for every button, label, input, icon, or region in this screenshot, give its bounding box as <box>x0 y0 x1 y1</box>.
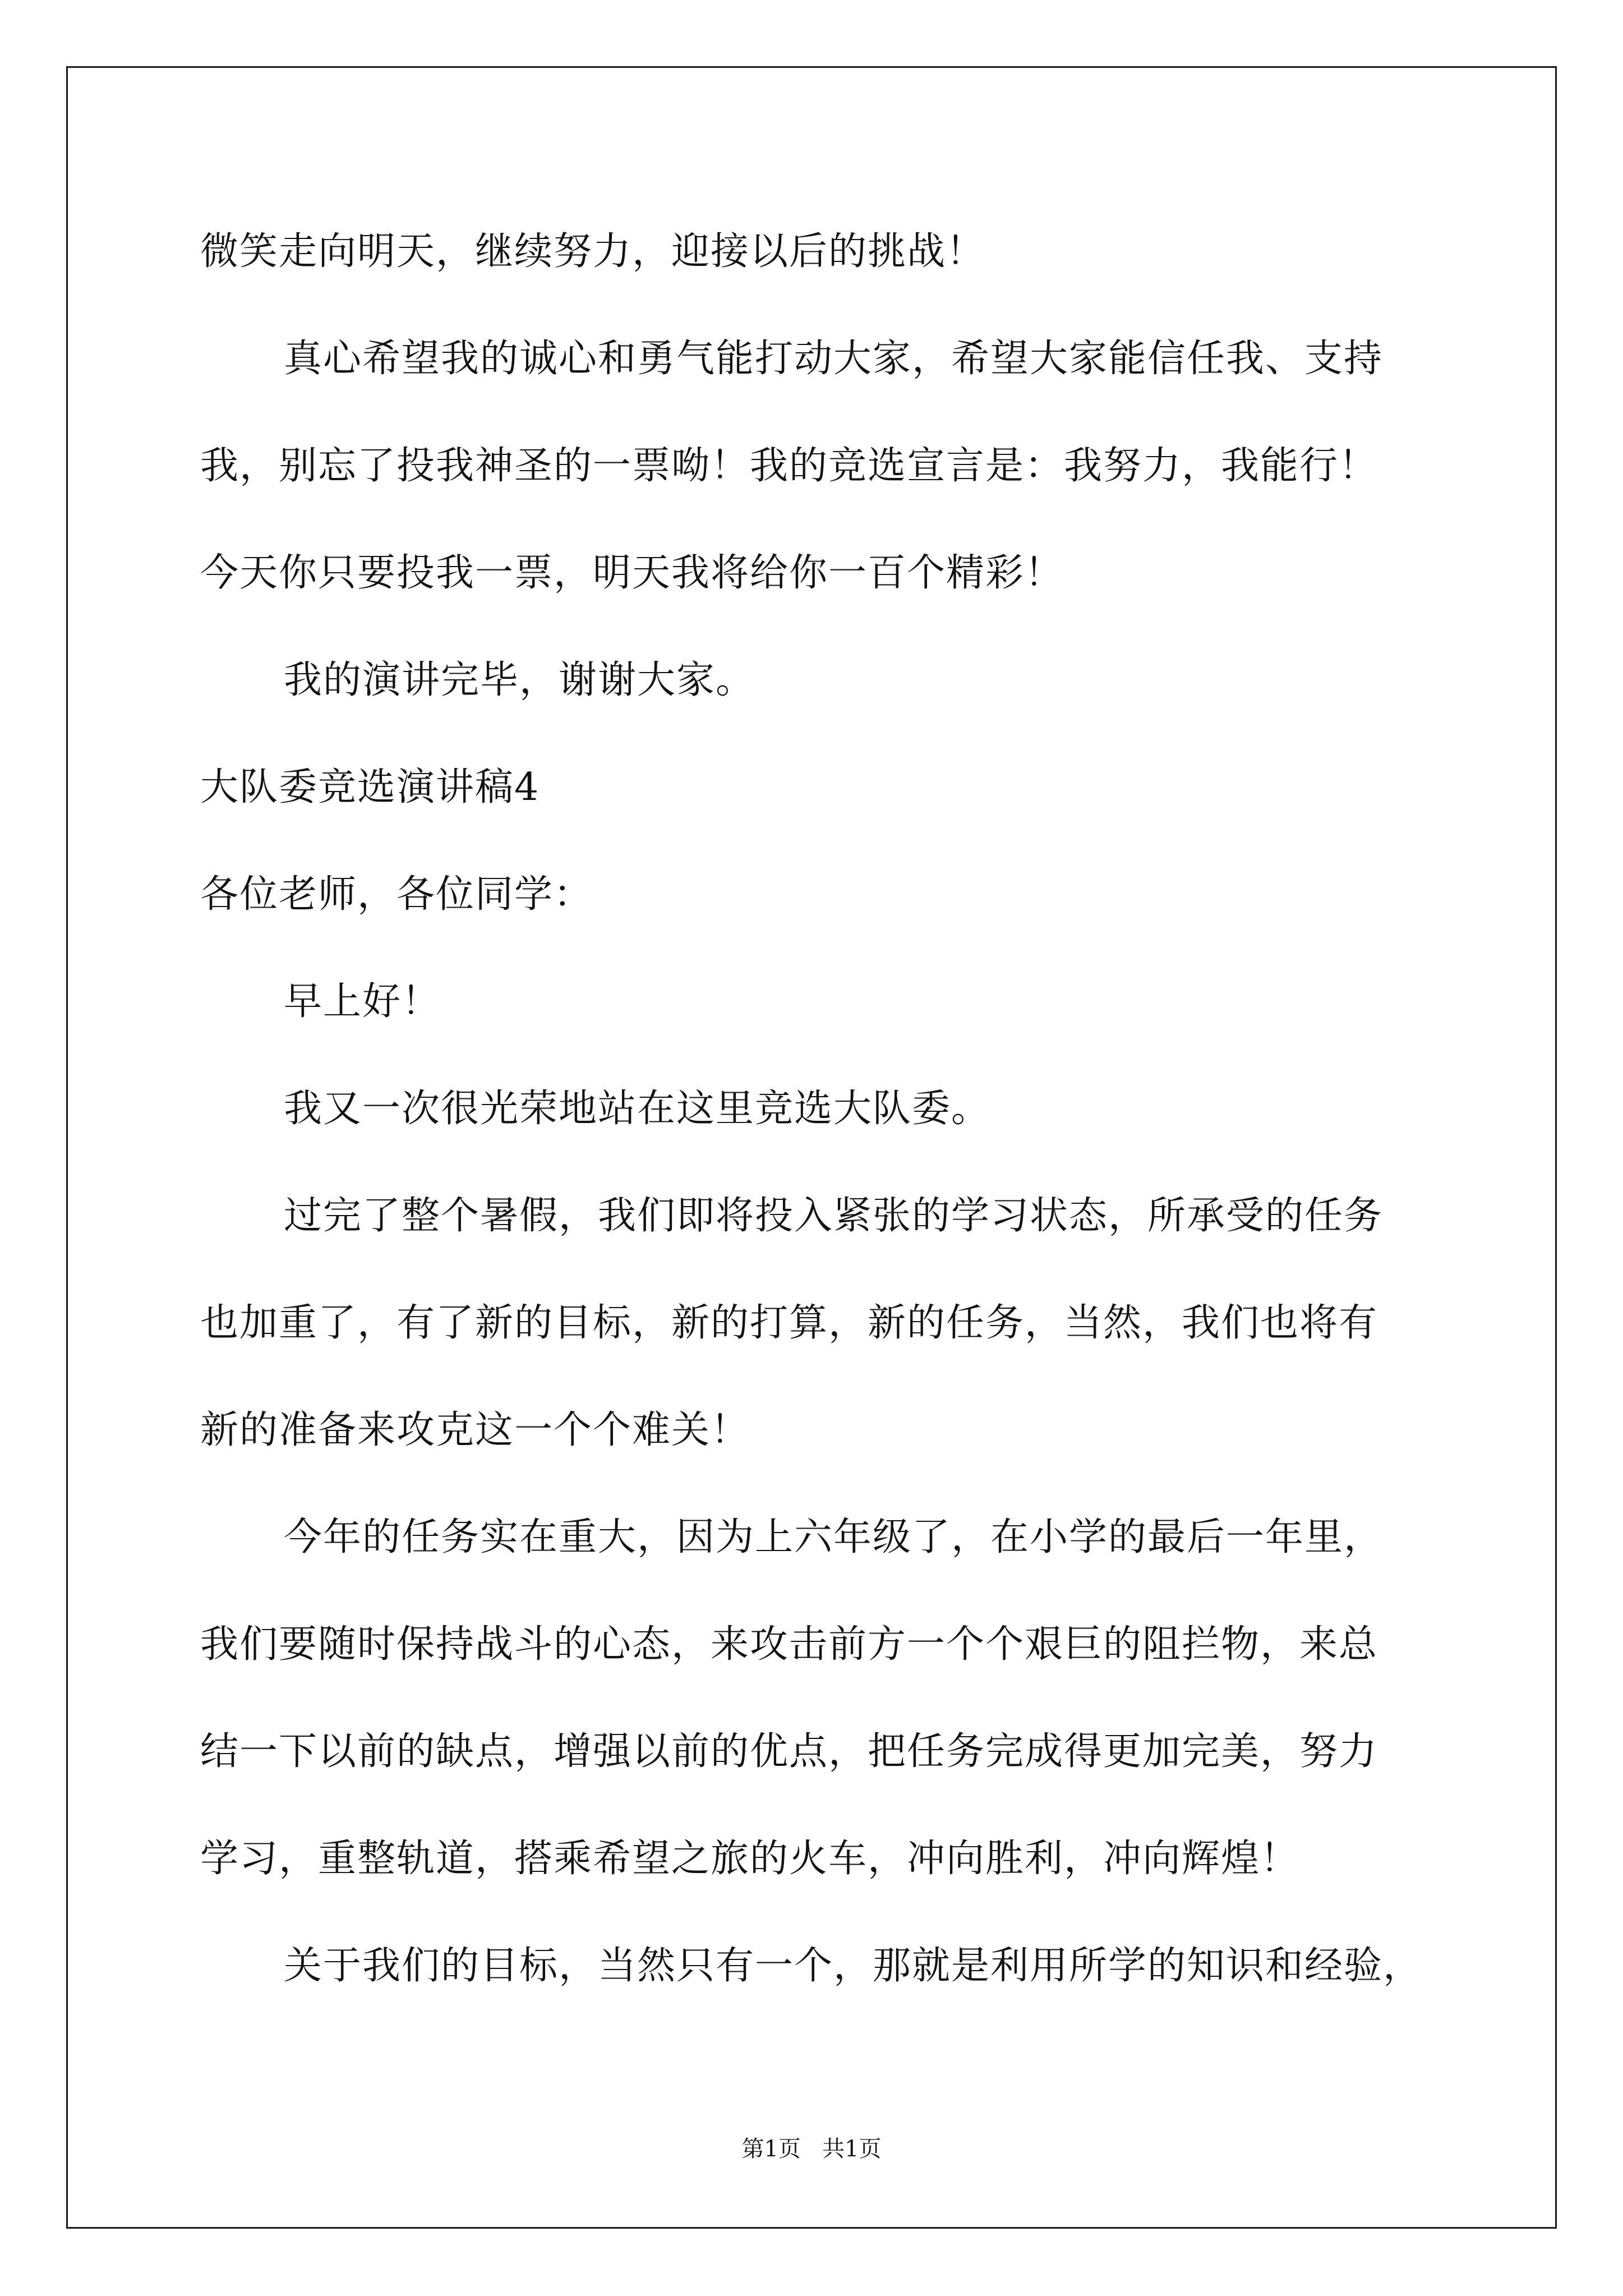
text-line-4: 今天你只要投我一票，明天我将给你一百个精彩！ <box>200 551 1064 595</box>
text-line-10: 过完了整个暑假，我们即将投入紧张的学习状态，所承受的任务 <box>284 1194 1384 1238</box>
text-line-3: 我，别忘了投我神圣的一票呦！我的竞选宣言是：我努力，我能行！ <box>200 444 1378 488</box>
salutation: 各位老师，各位同学： <box>200 872 593 917</box>
text-line-14: 我们要随时保持战斗的心态，来攻击前方一个个艰巨的阻拦物，来总 <box>200 1622 1378 1667</box>
text-line-9: 我又一次很光荣地站在这里竞选大队委。 <box>284 1087 991 1131</box>
greeting: 早上好！ <box>284 979 441 1024</box>
text-line-2: 真心希望我的诚心和勇气能打动大家，希望大家能信任我、支持 <box>284 337 1384 381</box>
section-heading: 大队委竞选演讲稿4 <box>200 765 540 809</box>
text-line-13: 今年的任务实在重大，因为上六年级了，在小学的最后一年里， <box>284 1515 1384 1559</box>
text-line-15: 结一下以前的缺点，增强以前的优点，把任务完成得更加完美，努力 <box>200 1729 1378 1774</box>
text-line-1: 微笑走向明天，继续努力，迎接以后的挑战！ <box>200 229 986 274</box>
text-line-5: 我的演讲完毕，谢谢大家。 <box>284 658 755 702</box>
text-line-17: 关于我们的目标，当然只有一个，那就是利用所学的知识和经验， <box>284 1944 1423 1988</box>
text-line-12: 新的准备来攻克这一个个难关！ <box>200 1408 750 1452</box>
text-line-11: 也加重了，有了新的目标，新的打算，新的任务，当然，我们也将有 <box>200 1301 1378 1345</box>
text-line-16: 学习，重整轨道，搭乘希望之旅的火车，冲向胜利，冲向辉煌！ <box>200 1837 1300 1881</box>
page-border <box>66 66 1557 2229</box>
page-footer: 第1页 共1页 <box>741 2136 882 2162</box>
